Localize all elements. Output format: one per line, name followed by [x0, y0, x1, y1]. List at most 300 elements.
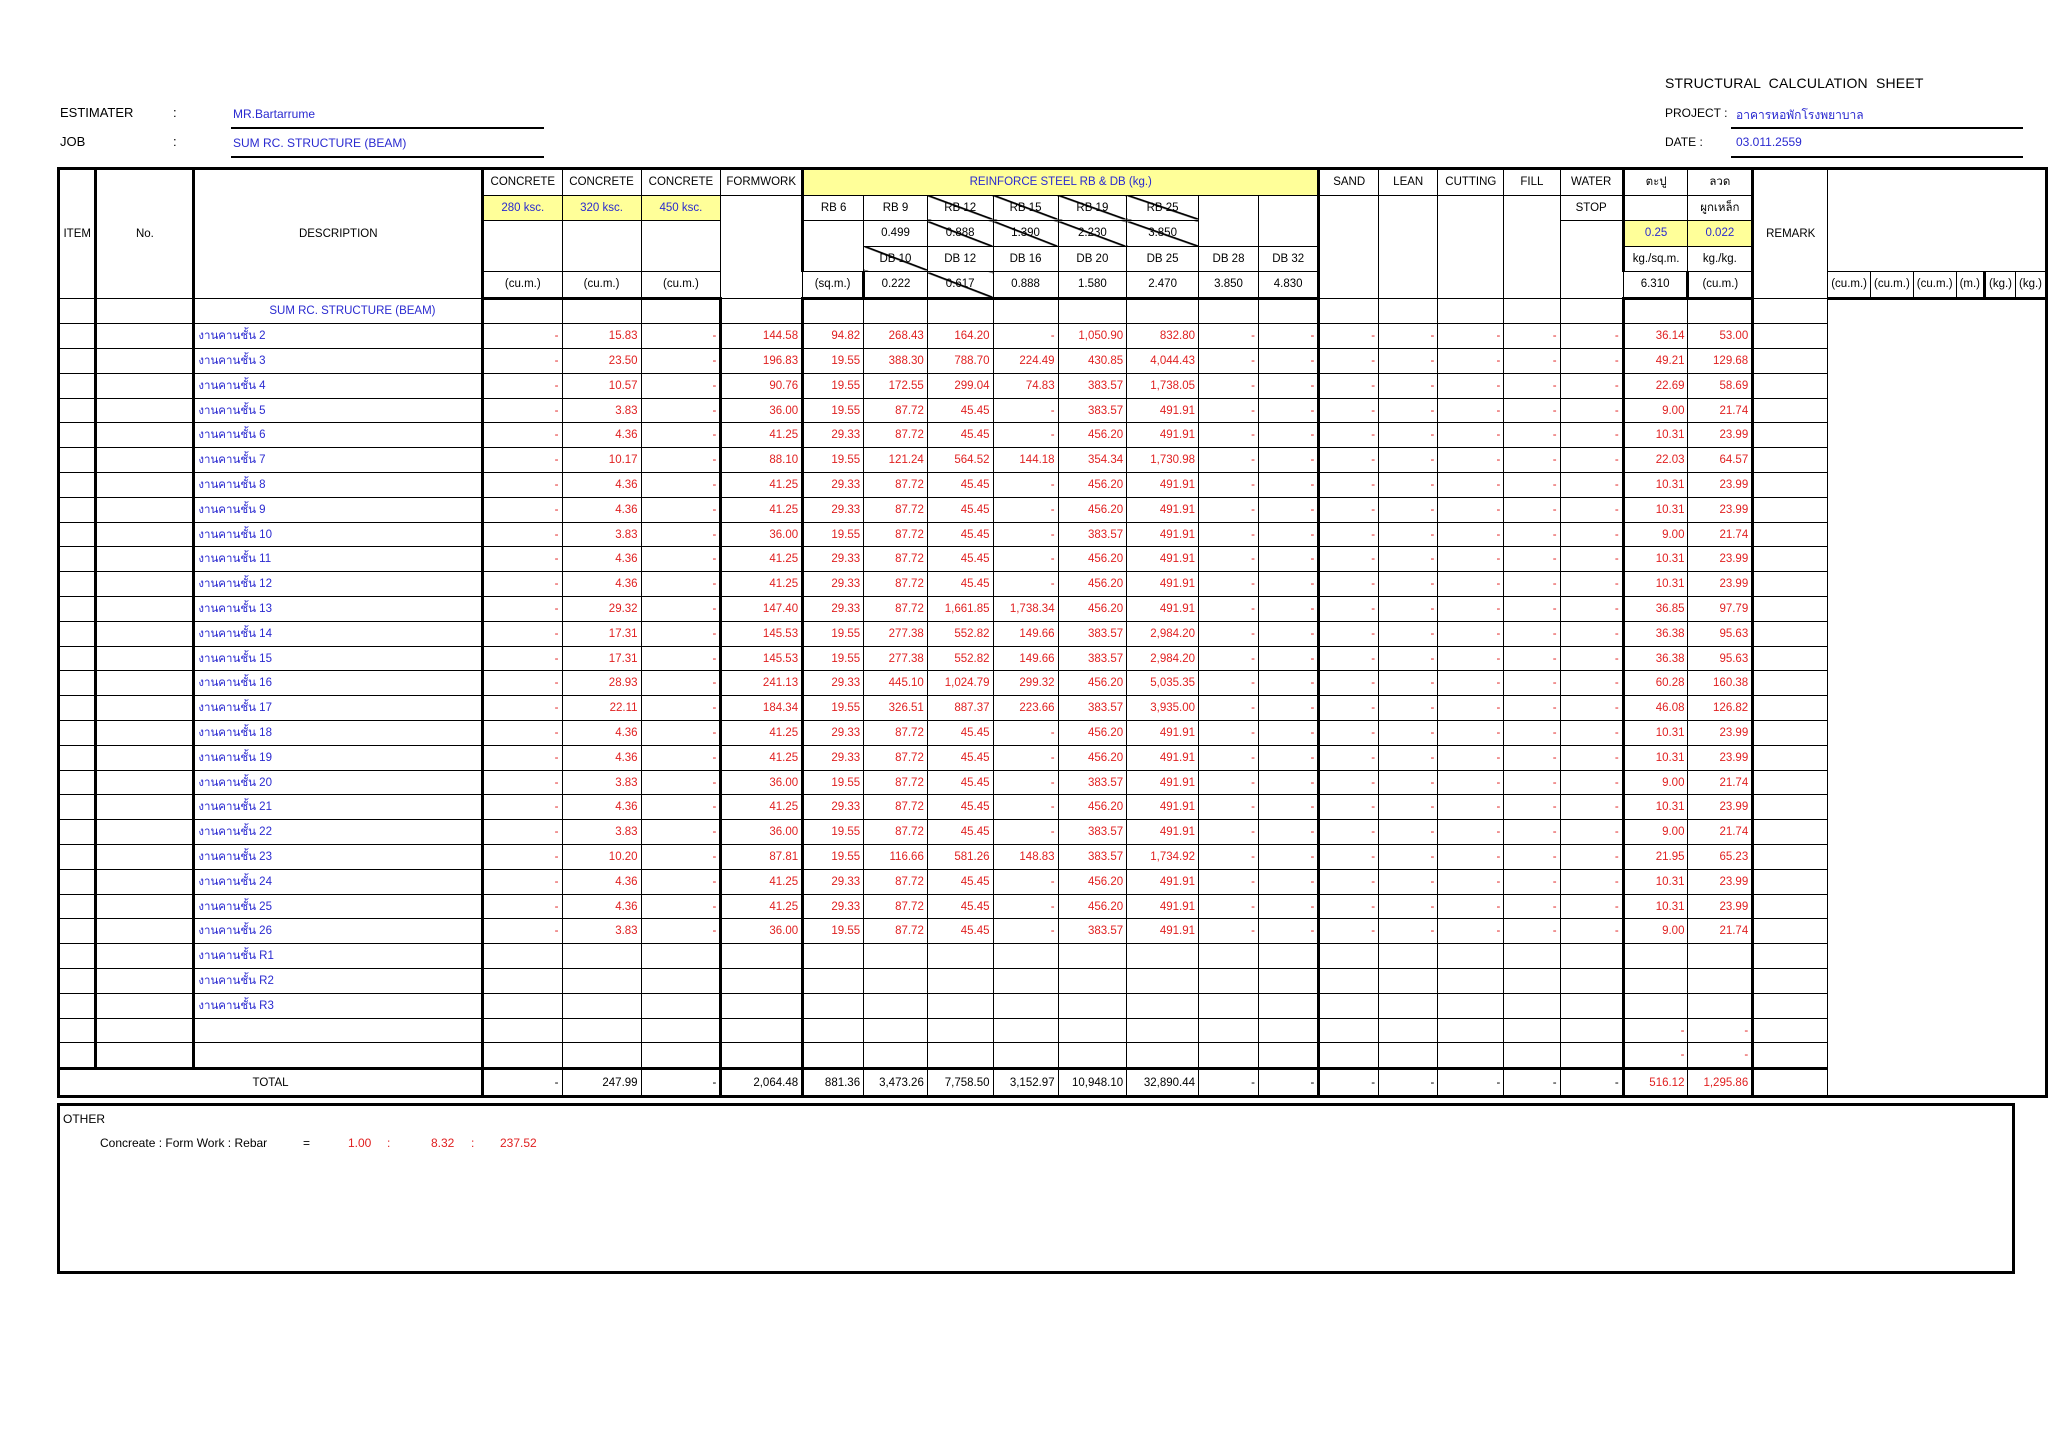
cell-col-4: 36.00 [721, 522, 803, 547]
row-description: งานคานชั้น 15 [194, 646, 483, 671]
cell-col-19 [1688, 944, 1753, 969]
cell-col-8: 1,738.34 [993, 597, 1058, 622]
cell-col-4: 36.00 [721, 770, 803, 795]
cell-col-18: 9.00 [1623, 522, 1688, 547]
cell-col-3: - [641, 671, 721, 696]
cell-col-17: - [1560, 349, 1623, 374]
cell-col-12: - [1259, 696, 1319, 721]
ratio-equals: = [303, 1136, 311, 1150]
ratio-rebar: 237.52 [500, 1136, 537, 1150]
cell-col-7 [927, 993, 993, 1018]
cell-col-13: - [1319, 497, 1379, 522]
row-description: งานคานชั้น 5 [194, 398, 483, 423]
row-remark [1753, 770, 1828, 795]
cell-col-6 [864, 1018, 928, 1043]
cell-col-2: 4.36 [562, 894, 641, 919]
cell-col-17: - [1560, 373, 1623, 398]
row-description: งานคานชั้น 10 [194, 522, 483, 547]
cell-col-8 [993, 1018, 1058, 1043]
header-rb9: RB 9 [864, 195, 928, 221]
row-description: งานคานชั้น 20 [194, 770, 483, 795]
cell-col-6: 277.38 [864, 621, 928, 646]
cell-col-11: - [1199, 621, 1259, 646]
cell-col-16: - [1504, 621, 1560, 646]
table-row [59, 497, 2047, 522]
header-concrete-2: CONCRETE [562, 169, 641, 196]
row-remark [1753, 993, 1828, 1018]
cell-col-4: 144.58 [721, 324, 803, 349]
cell-col-6: 87.72 [864, 597, 928, 622]
cell-col-14: - [1379, 919, 1438, 944]
table-row [59, 894, 2047, 919]
cell-col-10: 491.91 [1127, 894, 1199, 919]
row-remark [1753, 919, 1828, 944]
cell-col-4 [721, 993, 803, 1018]
cell-col-19: 23.99 [1688, 423, 1753, 448]
cell-col-11: - [1199, 795, 1259, 820]
cell-col-2: 4.36 [562, 473, 641, 498]
cell-col-6: 87.72 [864, 547, 928, 572]
table-row [59, 646, 2047, 671]
cell-col-12: - [1259, 373, 1319, 398]
row-description: งานคานชั้น 13 [194, 597, 483, 622]
cell-col-3: - [641, 646, 721, 671]
cell-col-14: - [1379, 522, 1438, 547]
cell-col-14 [1379, 944, 1438, 969]
row-item [59, 373, 96, 398]
cell-col-14: - [1379, 745, 1438, 770]
cell-col-18: 10.31 [1623, 572, 1688, 597]
cell-col-19: 23.99 [1688, 572, 1753, 597]
row-no [96, 373, 194, 398]
cell-col-8 [993, 944, 1058, 969]
cell-col-12: - [1259, 869, 1319, 894]
cell-col-7: 564.52 [927, 448, 993, 473]
total-row [59, 1069, 2047, 1097]
cell-col-14: - [1379, 869, 1438, 894]
cell-col-8: - [993, 894, 1058, 919]
table-row [59, 944, 2047, 969]
cell-col-9: 456.20 [1058, 869, 1127, 894]
total-label: TOTAL [59, 1069, 483, 1097]
row-description: งานคานชั้น R1 [194, 944, 483, 969]
row-remark [1753, 473, 1828, 498]
header-description: DESCRIPTION [194, 169, 483, 299]
section-cell [1127, 298, 1199, 324]
cell-col-10: 491.91 [1127, 919, 1199, 944]
cell-col-5: 29.33 [803, 721, 864, 746]
cell-col-16: - [1504, 745, 1560, 770]
cell-col-10: 1,738.05 [1127, 373, 1199, 398]
row-remark [1753, 522, 1828, 547]
header-c3-blank [641, 221, 721, 272]
cell-col-4 [721, 1018, 803, 1043]
cell-col-5: 19.55 [803, 398, 864, 423]
cell-col-11: - [1199, 646, 1259, 671]
cell-col-5: 19.55 [803, 845, 864, 870]
cell-col-10: 491.91 [1127, 572, 1199, 597]
table-row [59, 522, 2047, 547]
header-wire-unit: kg./kg. [1688, 246, 1753, 272]
section-no [96, 298, 194, 324]
cell-col-13 [1319, 969, 1379, 994]
date-value: 03.011.2559 [1736, 135, 1802, 149]
cell-col-17: - [1560, 919, 1623, 944]
header-rb9-weight: 0.499 [864, 221, 928, 247]
cell-col-4: 36.00 [721, 919, 803, 944]
header-sand: SAND [1319, 169, 1379, 196]
cell-col-1: - [483, 671, 562, 696]
cell-col-12: - [1259, 820, 1319, 845]
cell-col-5: 881.36 [803, 1069, 864, 1097]
cell-col-19: 65.23 [1688, 845, 1753, 870]
cell-col-9: 456.20 [1058, 473, 1127, 498]
cell-col-8: - [993, 770, 1058, 795]
header-tapu-unit: kg./sq.m. [1623, 246, 1688, 272]
cell-col-6 [864, 944, 928, 969]
cell-col-11: - [1199, 597, 1259, 622]
cell-col-8: - [993, 721, 1058, 746]
ratio-label: Concreate : Form Work : Rebar [100, 1136, 268, 1150]
cell-col-13: - [1319, 324, 1379, 349]
cell-col-19 [1688, 969, 1753, 994]
row-description: งานคานชั้น 18 [194, 721, 483, 746]
cell-col-11: - [1199, 398, 1259, 423]
project-label: PROJECT : [1665, 106, 1728, 120]
cell-col-2 [562, 944, 641, 969]
section-cell [864, 298, 928, 324]
cell-col-18: 22.69 [1623, 373, 1688, 398]
cell-col-5: 19.55 [803, 696, 864, 721]
cell-col-8: 74.83 [993, 373, 1058, 398]
header-concrete-280: 280 ksc. [483, 195, 562, 221]
row-item [59, 820, 96, 845]
cell-col-1 [483, 993, 562, 1018]
cell-col-14 [1379, 1018, 1438, 1043]
cell-col-19: 23.99 [1688, 497, 1753, 522]
table-row [59, 324, 2047, 349]
header-rb12: RB 12 [927, 195, 993, 221]
cell-col-2: 3.83 [562, 398, 641, 423]
cell-col-8: - [993, 398, 1058, 423]
cell-col-13: - [1319, 721, 1379, 746]
row-remark [1753, 621, 1828, 646]
header-db20-weight: 2.470 [1127, 272, 1199, 299]
cell-col-5 [803, 969, 864, 994]
cell-col-1: - [483, 919, 562, 944]
header-rb15: RB 15 [993, 195, 1058, 221]
cell-col-8: - [993, 423, 1058, 448]
cell-col-5: 29.33 [803, 869, 864, 894]
cell-col-10: 2,984.20 [1127, 646, 1199, 671]
cell-col-6: 87.72 [864, 423, 928, 448]
header-db32-weight: 6.310 [1623, 272, 1688, 299]
cell-col-2: 22.11 [562, 696, 641, 721]
cell-col-7 [927, 944, 993, 969]
cell-col-18: 9.00 [1623, 770, 1688, 795]
row-no [96, 820, 194, 845]
cell-col-18: 9.00 [1623, 820, 1688, 845]
row-item [59, 324, 96, 349]
cell-col-9: 383.57 [1058, 373, 1127, 398]
row-remark [1753, 349, 1828, 374]
table-row [59, 696, 2047, 721]
cell-col-19: 21.74 [1688, 820, 1753, 845]
cell-col-19: 23.99 [1688, 473, 1753, 498]
cell-col-7: 45.45 [927, 919, 993, 944]
row-no [96, 324, 194, 349]
cell-col-11 [1199, 993, 1259, 1018]
cell-col-12: - [1259, 795, 1319, 820]
section-title: SUM RC. STRUCTURE (BEAM) [194, 298, 483, 324]
cell-col-2: 247.99 [562, 1069, 641, 1097]
cell-col-12: - [1259, 324, 1319, 349]
cell-col-1: - [483, 721, 562, 746]
cell-col-9: 383.57 [1058, 770, 1127, 795]
header-no: No. [96, 169, 194, 299]
cell-col-15: - [1438, 919, 1504, 944]
row-item [59, 597, 96, 622]
cell-col-12: - [1259, 497, 1319, 522]
cell-col-11: - [1199, 547, 1259, 572]
cell-col-5: 29.33 [803, 473, 864, 498]
cell-col-17 [1560, 993, 1623, 1018]
estimater-colon: : [173, 105, 177, 120]
cell-col-2: 23.50 [562, 349, 641, 374]
table-row [59, 398, 2047, 423]
cell-col-18: 10.31 [1623, 423, 1688, 448]
cell-col-3: - [641, 820, 721, 845]
cell-col-19: 1,295.86 [1688, 1069, 1753, 1097]
row-no [96, 770, 194, 795]
header-rb12-weight: 0.888 [927, 221, 993, 247]
cell-col-7: 581.26 [927, 845, 993, 870]
section-cell [1319, 298, 1379, 324]
cell-col-6: 87.72 [864, 745, 928, 770]
cell-col-11 [1199, 1018, 1259, 1043]
cell-col-4 [721, 944, 803, 969]
cell-col-3: - [641, 373, 721, 398]
cell-col-10 [1127, 1043, 1199, 1069]
row-remark [1753, 324, 1828, 349]
cell-col-16: - [1504, 349, 1560, 374]
cell-col-19: 95.63 [1688, 646, 1753, 671]
row-item [59, 795, 96, 820]
row-description: งานคานชั้น 4 [194, 373, 483, 398]
cell-col-1: - [483, 621, 562, 646]
header-unit-wire: (kg.) [2016, 272, 2047, 299]
cell-col-11: - [1199, 373, 1259, 398]
table-row [59, 795, 2047, 820]
ratio-formwork: 8.32 [431, 1136, 455, 1150]
cell-col-19: 126.82 [1688, 696, 1753, 721]
cell-col-11: - [1199, 349, 1259, 374]
cell-col-15 [1438, 993, 1504, 1018]
cell-col-5: 19.55 [803, 448, 864, 473]
cell-col-11: - [1199, 745, 1259, 770]
row-item [59, 969, 96, 994]
cell-col-8: 3,152.97 [993, 1069, 1058, 1097]
job-colon: : [173, 134, 177, 149]
cell-col-7: 45.45 [927, 869, 993, 894]
row-no [96, 721, 194, 746]
row-description: งานคานชั้น 7 [194, 448, 483, 473]
cell-col-3: - [641, 845, 721, 870]
row-remark [1753, 1043, 1828, 1069]
cell-col-12: - [1259, 349, 1319, 374]
cell-col-15: - [1438, 572, 1504, 597]
row-remark [1753, 572, 1828, 597]
cell-col-5: 29.33 [803, 795, 864, 820]
row-description: งานคานชั้น 3 [194, 349, 483, 374]
section-cell [483, 298, 562, 324]
cell-col-6: 87.72 [864, 894, 928, 919]
row-remark [1753, 845, 1828, 870]
cell-col-16: - [1504, 646, 1560, 671]
cell-col-7: 45.45 [927, 795, 993, 820]
cell-col-17: - [1560, 423, 1623, 448]
cell-col-3 [641, 1018, 721, 1043]
cell-col-13: - [1319, 845, 1379, 870]
cell-col-13 [1319, 1043, 1379, 1069]
section-cell [1623, 298, 1688, 324]
cell-col-17: - [1560, 869, 1623, 894]
cell-col-13: - [1319, 696, 1379, 721]
cell-col-11: - [1199, 1069, 1259, 1097]
cell-col-6: 388.30 [864, 349, 928, 374]
cell-col-3: - [641, 745, 721, 770]
cell-col-8: - [993, 522, 1058, 547]
cell-col-16: - [1504, 820, 1560, 845]
cell-col-12: - [1259, 473, 1319, 498]
cell-col-18: 46.08 [1623, 696, 1688, 721]
table-row [59, 721, 2047, 746]
table-row [59, 597, 2047, 622]
cell-col-17: - [1560, 473, 1623, 498]
header-formwork-blank [721, 195, 803, 298]
cell-col-3: - [641, 919, 721, 944]
cell-col-7: 887.37 [927, 696, 993, 721]
row-description: งานคานชั้น 17 [194, 696, 483, 721]
cell-col-7: 552.82 [927, 646, 993, 671]
cell-col-7: 45.45 [927, 770, 993, 795]
cell-col-9: 383.57 [1058, 845, 1127, 870]
cell-col-14: - [1379, 448, 1438, 473]
cell-col-18: 10.31 [1623, 869, 1688, 894]
section-item [59, 298, 96, 324]
cell-col-4: 41.25 [721, 547, 803, 572]
cell-col-12: - [1259, 1069, 1319, 1097]
cell-col-11: - [1199, 845, 1259, 870]
cell-col-8: 299.32 [993, 671, 1058, 696]
cell-col-19: 21.74 [1688, 398, 1753, 423]
cell-col-11: - [1199, 671, 1259, 696]
row-remark [1753, 1069, 1828, 1097]
cell-col-18: 49.21 [1623, 349, 1688, 374]
cell-col-15: - [1438, 671, 1504, 696]
cell-col-16: - [1504, 770, 1560, 795]
cell-col-18: 36.14 [1623, 324, 1688, 349]
header-unit-c3: (cu.m.) [641, 272, 721, 299]
header-db16-weight: 1.580 [1058, 272, 1127, 299]
cell-col-14: - [1379, 621, 1438, 646]
cell-col-10: 1,730.98 [1127, 448, 1199, 473]
cell-col-9: 354.34 [1058, 448, 1127, 473]
section-cell [1199, 298, 1259, 324]
cell-col-7: 1,661.85 [927, 597, 993, 622]
cell-col-18: 10.31 [1623, 473, 1688, 498]
cell-col-14: - [1379, 721, 1438, 746]
header-cutting: CUTTING [1438, 169, 1504, 196]
header-c2-blank [562, 221, 641, 272]
cell-col-3 [641, 993, 721, 1018]
cell-col-6: 87.72 [864, 572, 928, 597]
cell-col-13: - [1319, 820, 1379, 845]
cell-col-16 [1504, 944, 1560, 969]
section-cell [803, 298, 864, 324]
cell-col-3: - [641, 448, 721, 473]
cell-col-17: - [1560, 398, 1623, 423]
cell-col-2: 4.36 [562, 721, 641, 746]
cell-col-12: - [1259, 671, 1319, 696]
row-item [59, 473, 96, 498]
header-cutting-blank [1438, 195, 1504, 298]
cell-col-16: - [1504, 497, 1560, 522]
job-underline [231, 156, 544, 158]
row-item [59, 572, 96, 597]
cell-col-16: - [1504, 671, 1560, 696]
header-unit-lean: (cu.m.) [1828, 272, 1871, 299]
cell-col-16: - [1504, 373, 1560, 398]
cell-col-1: - [483, 349, 562, 374]
cell-col-5: 19.55 [803, 373, 864, 398]
cell-col-13: - [1319, 919, 1379, 944]
row-no [96, 572, 194, 597]
cell-col-17 [1560, 944, 1623, 969]
row-no [96, 845, 194, 870]
cell-col-18: 516.12 [1623, 1069, 1688, 1097]
cell-col-9: 456.20 [1058, 547, 1127, 572]
cell-col-9: 456.20 [1058, 721, 1127, 746]
row-item [59, 919, 96, 944]
row-description: งานคานชั้น 14 [194, 621, 483, 646]
cell-col-18 [1623, 969, 1688, 994]
cell-col-16: - [1504, 795, 1560, 820]
cell-col-8: - [993, 572, 1058, 597]
cell-col-14: - [1379, 845, 1438, 870]
cell-col-4: 36.00 [721, 820, 803, 845]
cell-col-5: 19.55 [803, 919, 864, 944]
cell-col-7: 45.45 [927, 473, 993, 498]
cell-col-14: - [1379, 473, 1438, 498]
cell-col-8: - [993, 324, 1058, 349]
header-rb19: RB 19 [1058, 195, 1127, 221]
row-remark [1753, 969, 1828, 994]
cell-col-14: - [1379, 373, 1438, 398]
header-unit-sand: (cu.m.) [1688, 272, 1753, 299]
cell-col-4: 88.10 [721, 448, 803, 473]
row-remark [1753, 547, 1828, 572]
cell-col-11 [1199, 1043, 1259, 1069]
header-wire-2: ผูกเหล็ก [1688, 195, 1753, 221]
date-label: DATE : [1665, 135, 1703, 149]
cell-col-1: - [483, 820, 562, 845]
cell-col-9: 1,050.90 [1058, 324, 1127, 349]
cell-col-6: 87.72 [864, 522, 928, 547]
cell-col-1: - [483, 473, 562, 498]
cell-col-16: - [1504, 398, 1560, 423]
cell-col-1: - [483, 547, 562, 572]
